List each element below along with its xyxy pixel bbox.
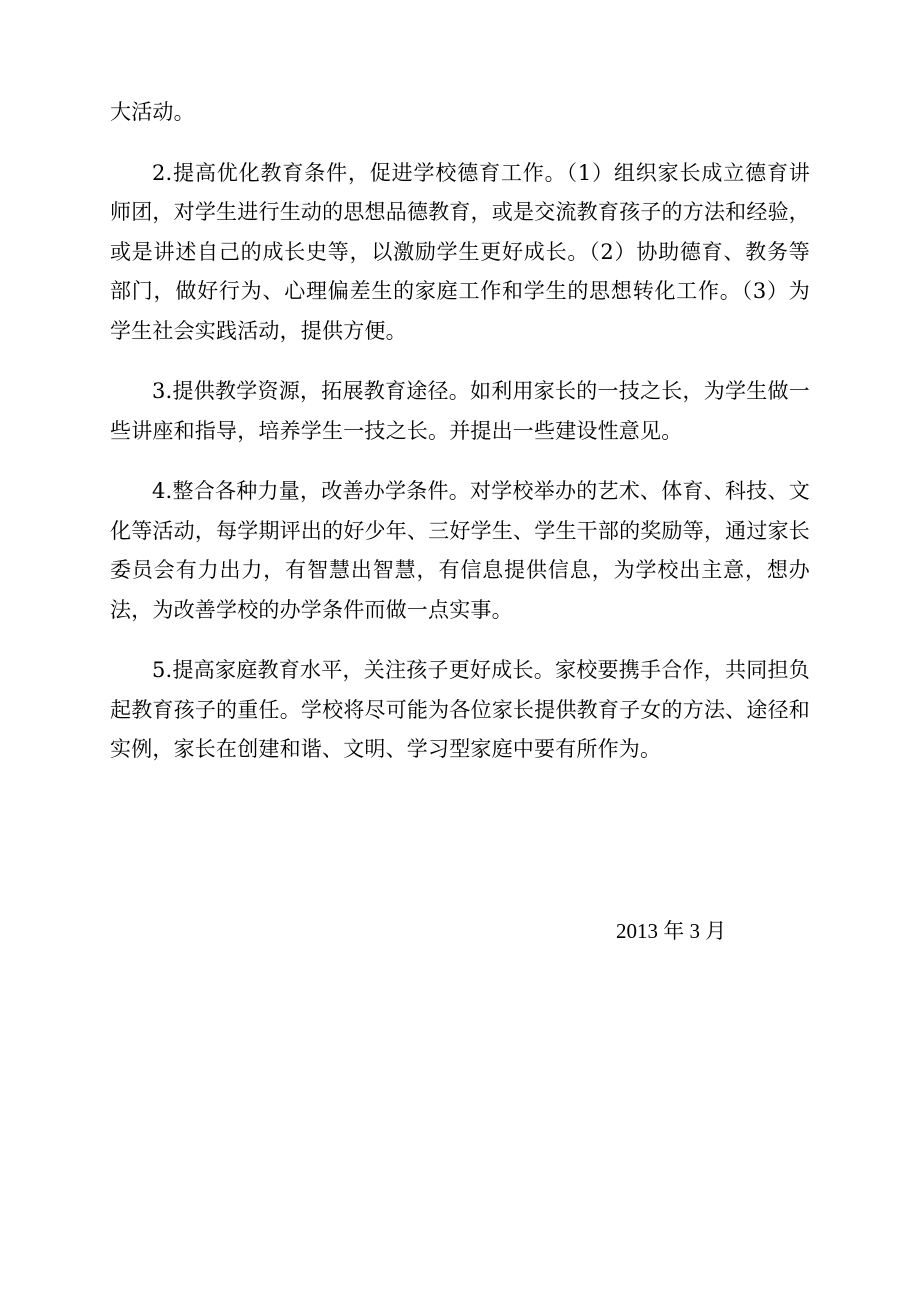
paragraph-item-4: 4.整合各种力量，改善办学条件。对学校举办的艺术、体育、科技、文化等活动，每学期评出的好少年、三好学生、学生干部的奖励等，通过家长委员会有力出力，有智慧出智慧，有信息提供信息，为学校出主意，想办法，为改善学校的办学条件而做一点实事。 (110, 479, 810, 622)
paragraph-item-5: 5.提高家庭教育水平，关注孩子更好成长。家校要携手合作，共同担负起教育孩子的重任。学校将尽可能为各位家长提供教育子女的方法、途径和实例，家长在创建和谐、文明、学习型家庭中要有所作为。 (110, 658, 810, 761)
paragraph-item-3: 3.提供教学资源，拓展教育途径。如利用家长的一技之长，为学生做一些讲座和指导，培养学生一技之长。并提出一些建设性意见。 (110, 379, 810, 443)
paragraph-continuation: 大活动。 (110, 100, 195, 124)
paragraph-item-2: 2.提高优化教育条件，促进学校德育工作。（1）组织家长成立德育讲师团，对学生进行生动的思想品德教育，或是交流教育孩子的方法和经验，或是讲述自己的成长史等，以激励学生更好成长。（2）协助德育、教务等部门，做好行为、心理偏差生的家庭工作和学生的思想转化工作。（3）为学生社会实践活动，提供方便。 (110, 160, 810, 343)
document-body (110, 93, 810, 791)
document-date: 2013 年 3 月 (616, 919, 727, 943)
